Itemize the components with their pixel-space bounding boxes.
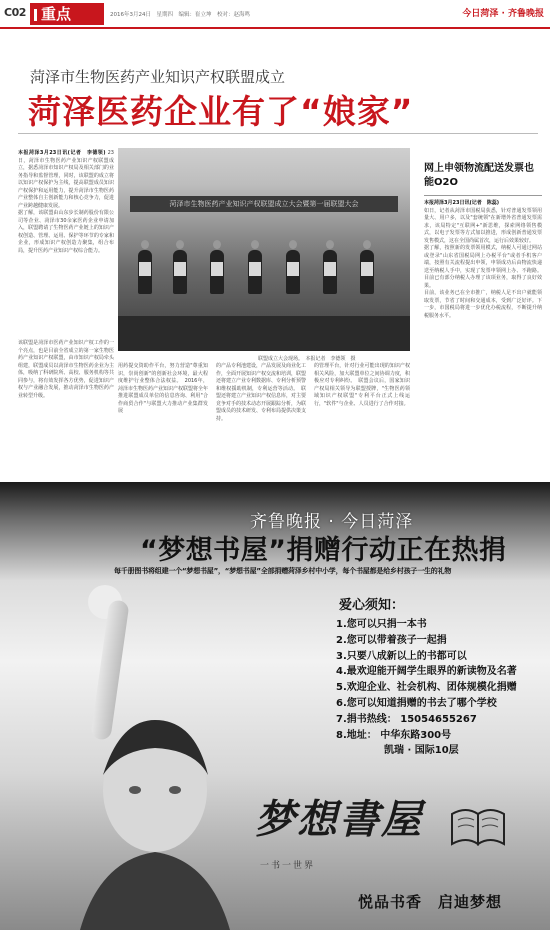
section-tag (30, 3, 104, 25)
sidebar-para: 如日，记者从菏泽市国税局获悉，针对普通发票领用量大、用户多，以及"套统领"在新增外省普通发票需求，该局特定"互联网+"新思维，探索网络领售模式，以电子发票等方式加以推进，形成创新普通发票发售模式，这在全国尚属首次，运行后效果较好。 (424, 207, 542, 244)
notice-item: 2.您可以带着孩子一起捐 (336, 634, 447, 646)
open-book-icon (448, 800, 508, 850)
ad-brand: 齐鲁晚报 · 今日菏泽 (250, 512, 414, 532)
sidebar-byline: 本报菏泽3月23日讯(记者 陈蕊) (424, 200, 500, 206)
notice-address: 8.地址： 中华东路300号 (336, 729, 452, 741)
notice-item: 4.最欢迎能开阔学生眼界的新读物及名著 (336, 666, 517, 678)
notice-hotline: 7.捐书热线： 15054655267 (336, 713, 477, 725)
sidebar-headline: 网上申领物流配送发票也能O2O (424, 163, 534, 188)
notice-item: 5.欢迎企业、社会机构、团体规模化捐赠 (336, 682, 517, 694)
notice-item: 1.您可以只捐一本书 (336, 619, 427, 630)
photo-banner: 菏泽市生物医药产业知识产权联盟成立大会暨第一届联盟大会 (130, 196, 398, 212)
article-para: 据了解，该联盟由山东步长制药股份有限公司等企业、菏泽市30余家医药企业申请加入，联盟聘请了生物医药产业链上的知识产权创造、管理、运用、保护等环节的专家和企业，形成知识产权创造力聚集，组合布局，提升医药产业知识产权综合能力。 (18, 210, 114, 254)
article-kicker: 菏泽市生物医药产业知识产权联盟成立 (30, 68, 286, 86)
logo-tagline: 一书一世界 (260, 861, 316, 871)
ad-slogan: 悦品书香 启迪梦想 (358, 893, 503, 911)
news-photo (118, 148, 410, 351)
sidebar-para: 目前，该业务已在全市推广，纳税人足不出户就能领取发票，节省了时间和交通成本，受到广泛好评。下一步，市国税局将进一步优化办税流程，不断提升纳税服务水平。 (424, 290, 542, 319)
article-column-3: 的产品专利池建设，产品发展及商业化工作，全面开展知识产权交流和培训，联盟还将建立产业专利数据库、专利分析预警和维权援助机制，专利运营等活动。 联盟还将建立产业知识产权信息库，对主要竞争对手的技术动态开展跟踪分析，为联盟成员的技术研发、专利布局提供决策支持。 (216, 363, 307, 422)
section-name: 重点 (41, 5, 72, 23)
article-column-1b (18, 340, 114, 400)
notice-item: 6.您可以知道捐赠的书去了哪个学校 (336, 697, 497, 709)
article-headline: 菏泽医药企业有了“娘家” (28, 92, 414, 131)
child-figure (60, 680, 250, 930)
article-byline: 本报菏泽3月23日讯(记者 李德领) (18, 150, 106, 156)
notice-list (336, 617, 546, 759)
page-number: C02 (4, 6, 26, 19)
article-para: 该联盟是菏泽市医药产业知识产权工作的一个亮点，也是目前全省成立的第一家生物医药产业知识产权联盟，由市知识产权局牵头组建，联盟成员以菏泽市生物医药企业为主体，吸纳了科研院所、高校、服务机构等共同参与，将有效发挥各方优势，促进知识产权与产业融合发展，推动菏泽市生物医药产业转型升级。 (18, 340, 114, 399)
article-column-4: 的管理平台，针对行业可能出现的知识产权相关风险，加大联盟单位之间协调力度，积极应对专利纠纷。 联盟会议后，国家知识产权局相关领导为联盟授牌，"生物医药领域知识产权联盟"专利平台正式上线运行，"软件"与企业、人员进行了合作对接。 (314, 363, 410, 407)
page-header (0, 0, 550, 28)
header-rule (0, 27, 550, 29)
headline-rule (18, 133, 538, 134)
article-column-2: 用药提交资助作平台，努力营造"尊重知识，崇尚创新"的创新社会环境，最大程度维护行业整体合法权益。 2016年，菏泽市生物医药产业知识产权联盟将全年推进联盟成员单位的信息咨询、利用"合作商贸合作"与联盟大力推动产业集群发展 (118, 363, 209, 414)
notice-address-line2: 凯瑞 · 国际10层 (384, 745, 459, 757)
sidebar-para: 据了解，按照新的发票领用模式，纳税人可通过网站或登录"山东省国税局网上办税平台"或者手机客户端，按照有关流程提出申领，申领成功后由物流快递送至纳税人手中，实现了发票申领网上办、不跑路。目前已有部分纳税人办理了该项业务，取得了良好效果。 (424, 245, 542, 289)
article-para: 23日，菏泽市生物医药产业知识产权联盟成立，据悉菏泽市知识产权局及相关部门的业务指导和监督管理，同时，该联盟的成立将以知识产权保护为主线，提高联盟成员知识产权保护和运用能力，提升菏泽市生物医药产业整体自主创新能力和核心竞争力，促进产业跨越健康发展。 (18, 150, 114, 209)
sidebar-rule (424, 195, 542, 196)
notice-item: 3.只要八成新以上的书都可以 (336, 650, 467, 662)
issue-meta: 2016年3月24日 星期四 编辑：崔立坤 校对：赵海鸣 (110, 12, 250, 18)
ad-title: “梦想书屋”捐赠行动正在热捐 (140, 535, 507, 566)
newspaper-brand: 今日菏泽 · 齐鲁晚报 (462, 9, 544, 19)
ad-subtitle: 每千册图书将组建一个“梦想书屋”，“梦想书屋”全部捐赠菏泽乡村中小学，每个书屋都是给乡村孩子一生的礼物 (114, 567, 452, 575)
notice-title: 爱心须知： (339, 598, 405, 613)
photo-caption: 联盟成立大会现场。 本报记者 李德领 摄 (258, 356, 356, 362)
dream-bookhouse-logo: 梦想書屋 (255, 796, 423, 843)
sidebar-body (424, 200, 542, 320)
article-column-1 (18, 150, 114, 255)
